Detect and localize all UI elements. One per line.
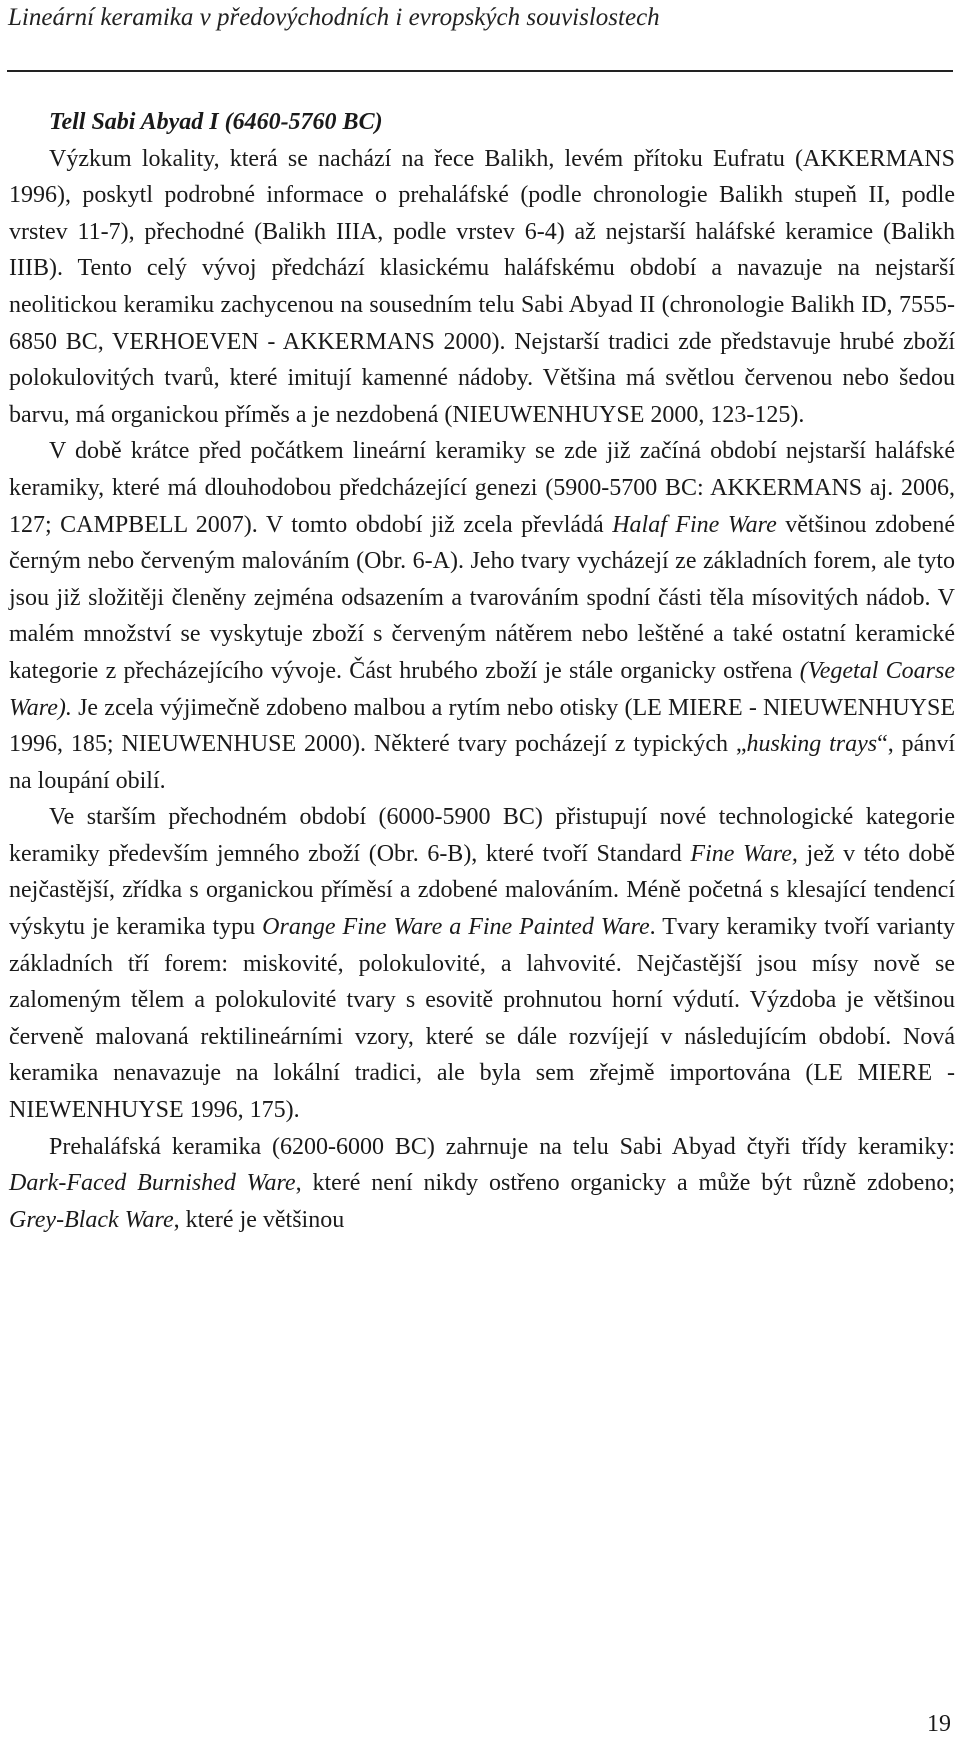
paragraphs bbox=[9, 141, 955, 1239]
text-segment: , které je většinou bbox=[173, 1206, 345, 1233]
text-segment: . Tvary keramiky tvoří varianty základních tří forem: miskovité, polokulovité, a lahvovité. Nejčastější jsou mísy nově se zalomeným tělem a polokulovité tvary s esovitě prohnutou horní výdutí. Výzdoba je většinou červeně malovaná rektilineárními vzory, které se dále rozvíjejí v následujícím období. Nová keramika nenavazuje na lokální tradici, ale byla sem zřejmě importována (LE MIERE - NIEWENHUYSE 1996, 175). bbox=[9, 914, 956, 1124]
italic-term: Halaf Fine Ware bbox=[612, 511, 777, 538]
paragraph bbox=[9, 799, 955, 1128]
text-segment: “, pánví na loupání obilí. bbox=[9, 731, 955, 794]
italic-term: Orange Fine Ware a Fine Painted Ware bbox=[262, 914, 650, 941]
page-body bbox=[9, 104, 955, 1238]
text-segment: Výzkum lokality, která se nachází na řece Balikh, levém přítoku Eufratu (AKKERMANS 1996), poskytl podrobné informace o prehaláfské (podle chronologie Balikh stupeň II, podle vrstev 11-7), přechodné (Balikh IIIA, podle vrstev 6-4) až nejstarší haláfské keramice (Balikh IIIB). Tento celý vývoj předchází klasickému haláfskému období a navazuje na nejstarší neolitickou keramiku zachycenou na sousedním telu Sabi Abyad II (chronologie Balikh ID, 7555-6850 BC, VERHOEVEN - AKKERMANS 2000). Nejstarší tradici zde představuje hrubé zboží polokulovitých tvarů, které imitují kamenné nádoby. Většina má světlou červenou nebo šedou barvu, má organickou příměs a je nezdobená (NIEUWENHUYSE 2000, 123-125). bbox=[9, 145, 955, 428]
text-segment: většinou zdobené černým nebo červeným malováním (Obr. 6-A). Jeho tvary vycházejí ze základních forem, ale tyto jsou již složitěji členěny zejména odsazením a tvarováním spodní části těla mísovitých nádob. V malém množství se vyskytuje zboží s červeným nátěrem nebo leštěné a také ostatní keramické kategorie z přecházejícího vývoje. Část hrubého zboží je stále organicky ostřena bbox=[9, 511, 955, 684]
paragraph bbox=[9, 433, 955, 799]
italic-term: (Vegetal Coarse Ware). bbox=[9, 657, 955, 721]
italic-term: husking trays bbox=[746, 731, 878, 758]
page-number: 19 bbox=[927, 1711, 951, 1737]
running-header: Lineární keramika v předovýchodních i evropských souvislostech bbox=[8, 4, 660, 31]
text-segment: V době krátce před počátkem lineární keramiky se zde již začíná období nejstarší haláfské keramiky, které má dlouhodobou předcházející genezi (5900-5700 BC: AKKERMANS aj. 2006, 127; CAMPBELL 2007). V tomto období již zcela převládá bbox=[9, 438, 955, 538]
paragraph bbox=[9, 141, 955, 434]
text-segment: , které není nikdy ostřeno organicky a může být různě zdobeno; bbox=[295, 1170, 955, 1197]
section-title: Tell Sabi Abyad I (6460-5760 BC) bbox=[49, 109, 383, 135]
italic-term: Fine Ware, bbox=[690, 840, 798, 867]
text-segment: Prehaláfská keramika (6200-6000 BC) zahrnuje na telu Sabi Abyad čtyři třídy keramiky: bbox=[49, 1133, 955, 1160]
italic-term: Grey-Black Ware bbox=[9, 1206, 174, 1233]
italic-term: Dark-Faced Burnished Ware bbox=[9, 1170, 296, 1197]
paragraph bbox=[9, 1129, 955, 1239]
text-segment: Je zcela výjimečně zdobeno malbou a rytím nebo otisky (LE MIERE - NIEUWENHUYSE 1996, 185; NIEUWENHUSE 2000). Některé tvary pocházejí z typických „ bbox=[9, 694, 955, 758]
text-segment: jež v této době nejčastější, zřídka s organickou příměsí a zdobené malováním. Méně početná s klesající tendencí výskytu je keramika typu bbox=[9, 840, 956, 941]
text-segment: Ve starším přechodném období (6000-5900 BC) přistupují nové technologické kategorie keramiky především jemného zboží (Obr. 6-B), které tvoří Standard bbox=[9, 804, 955, 867]
header-rule bbox=[7, 70, 953, 72]
